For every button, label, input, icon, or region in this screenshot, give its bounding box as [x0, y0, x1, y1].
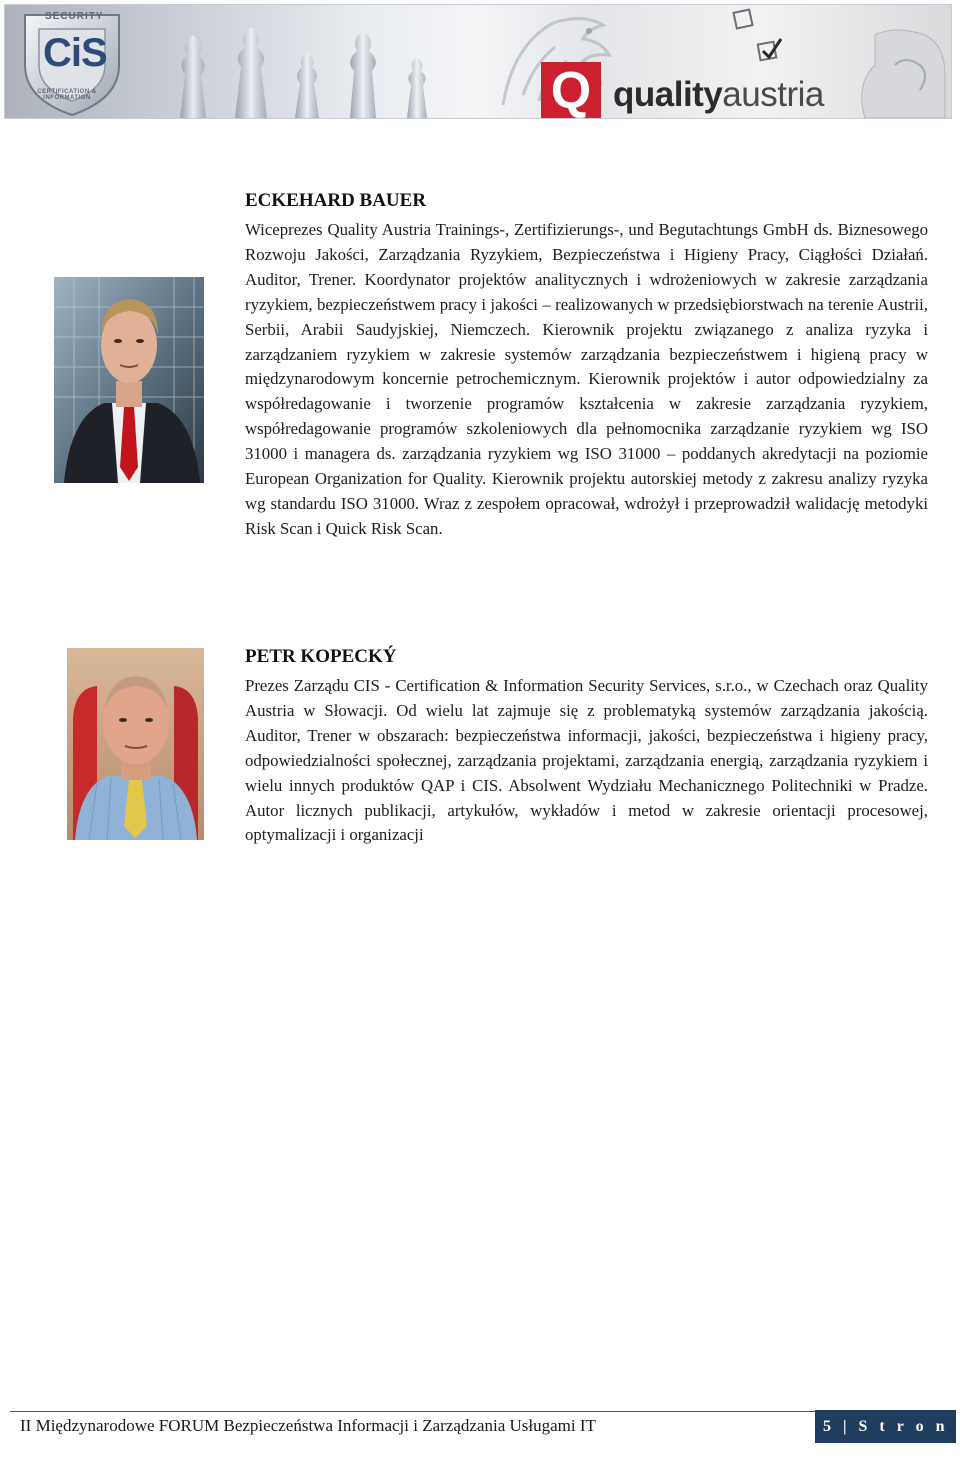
bio-name: ECKEHARD BAUER	[245, 190, 427, 211]
austria-wordmark-light: austria	[722, 75, 824, 114]
header-banner	[4, 4, 952, 119]
bio-name: PETR KOPECKÝ	[245, 646, 397, 667]
quality-wordmark-bold: quality	[613, 75, 723, 114]
footer-title: II Międzynarodowe FORUM Bezpieczeństwa Informacji i Zarządzania Usługami IT	[20, 1416, 596, 1435]
petr-kopecky-photo	[67, 648, 204, 840]
cis-logo-center-text: CiS	[43, 31, 107, 75]
bio-text: Prezes Zarządu CIS - Certification & Information Security Services, s.r.o., w Czechach oraz Quality Austria w Słowacji. Od wielu lat zajmuje się z problematyką systemów zarządzania jakością. Auditor, Trener w obszarach: bezpieczeństwa informacji, jakości, bezpieczeństwa i higieny pracy, odpowiedzialności społecznej, zarządzania projektami, zarządzania energią, zarządzania ryzykiem i wielu innych produktów QAP i CIS. Absolwent Wydziału Mechanicznego Politechniki w Pradze. Autor licznych publikacji, artykułów, wykładów i metod w zakresie orientacji procesowej, optymalizacji i organizacji	[245, 676, 928, 845]
footer-divider	[10, 1411, 816, 1412]
bio-petr-kopecky	[245, 646, 928, 848]
page-number-badge: 5 | S t r o n a	[815, 1410, 956, 1443]
quality-austria-wordmark	[613, 75, 824, 115]
quality-austria-q-logo-icon: Q	[541, 62, 601, 119]
bio-eckehard-bauer	[245, 190, 928, 542]
cis-logo-top-text: SECURITY	[45, 11, 104, 22]
bio-text: Wiceprezes Quality Austria Trainings-, Zertifizierungs-, und Begutachtungs GmbH ds. Biznesowego Rozwoju Jakości, Zarządzania Ryzykiem, Bezpieczeństwa i Higieny Pracy, Ciągłości Działań. Auditor, Trener. Koordynator projektów analitycznych i wdrożeniowych w zakresie zarządzania ryzykiem, bezpieczeństwem pracy i jakości – realizowanych w przedsiębiorstwach na terenie Austrii, Serbii, Arabii Saudyjskiej, Niemczech. Kierownik projektu związanego z analiza ryzyka i zarządzaniem ryzykiem w zakresie systemów zarządzania bezpieczeństwem i higieną pracy w międzynarodowym koncernie petrochemicznym. Kierownik projektów i autor odpowiedzialny za współredagowanie i tworzenie programów kształcenia w zakresie zarządzania ryzykiem, współredagowanie programów szkoleniowych dla pełnomocnika zarządzanie ryzykiem wg ISO 31000 i managera ds. zarządzania ryzykiem wg ISO 31000 – poddanych akredytacji na poziomie European Organization for Quality. Kierownik projektu autorskiej metody z zakresu analizy ryzyka wg standardu ISO 31000. Wraz z zespołem opracował, wdrożył i przeprowadził walidację metodyki Risk Scan i Quick Risk Scan.	[245, 220, 928, 538]
chess-pieces-image	[155, 5, 475, 118]
eckehard-bauer-photo	[54, 277, 204, 483]
cis-logo-ring-text: CERTIFICATION & INFORMATION	[37, 89, 97, 101]
